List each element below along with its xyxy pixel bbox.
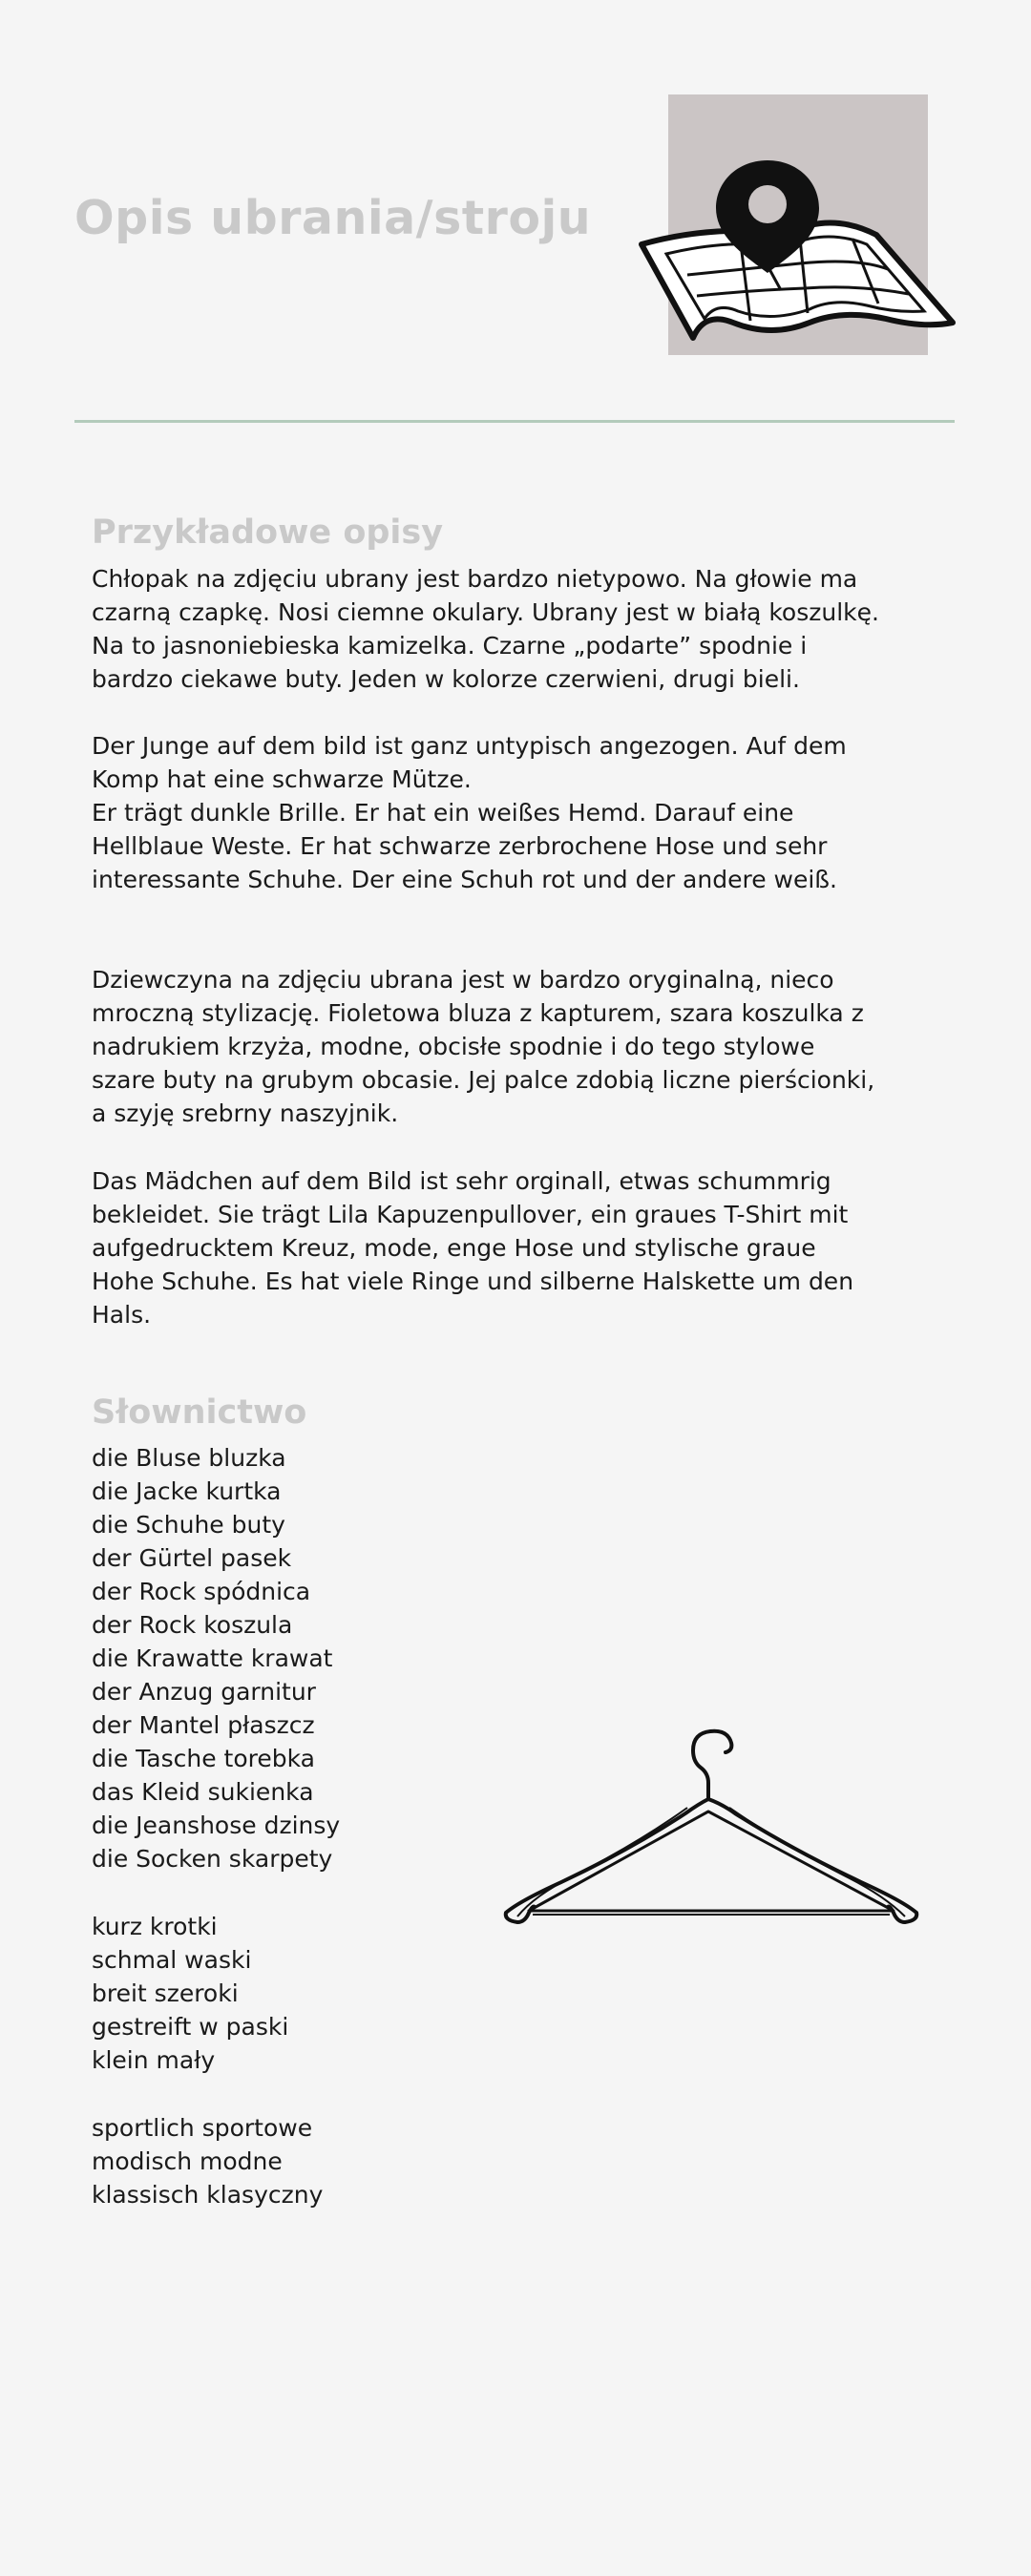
example-paragraph: Dziewczyna na zdjęciu ubrana jest w bardzo oryginalną, nieco mroczną stylizację. Fioletowa bluza z kapturem, szara koszulka z nadrukiem krzyża, modne, obcisłe spodnie i do tego stylowe szare buty na grubym obcasie. Jej palce zdobią liczne pierścionki, a szyję srebrny naszyjnik. (92, 966, 875, 1127)
vocab-item: die Schuhe buty (92, 1511, 285, 1539)
vocab-item: die Jeanshose dzinsy (92, 1812, 341, 1839)
section-divider (74, 420, 955, 423)
vocabulary-clothes-list (92, 1441, 340, 1875)
vocab-item: kurz krotki (92, 1913, 218, 1940)
vocab-item: breit szeroki (92, 1979, 239, 2007)
hanger-icon (496, 1708, 926, 1937)
vocab-item: der Anzug garnitur (92, 1678, 316, 1706)
vocab-item: klassisch klasyczny (92, 2181, 324, 2209)
vocabulary-heading: Słownictwo (92, 1393, 307, 1432)
vocab-item: sportlich sportowe (92, 2114, 313, 2142)
vocab-item: der Mantel płaszcz (92, 1711, 315, 1739)
vocab-item: die Bluse bluzka (92, 1444, 286, 1472)
vocab-item: der Rock spódnica (92, 1578, 311, 1605)
vocab-item: klein mały (92, 2046, 216, 2074)
vocab-item: der Rock koszula (92, 1611, 293, 1639)
example-paragraph: Chłopak na zdjęciu ubrany jest bardzo nietypowo. Na głowie ma czarną czapkę. Nosi ciemne okulary. Ubrany jest w białą koszulkę. Na to jasnoniebieska kamizelka. Czarne „podarte” spodnie i bardzo ciekawe buty. Jeden w kolorze czerwieni, drugi bieli. (92, 565, 879, 693)
page-title: Opis ubrania/stroju (74, 191, 592, 245)
vocab-item: die Socken skarpety (92, 1845, 333, 1873)
vocab-item: gestreift w paski (92, 2013, 289, 2041)
examples-heading: Przykładowe opisy (92, 513, 444, 552)
example-paragraph: Der Junge auf dem bild ist ganz untypisch angezogen. Auf dem Komp hat eine schwarze Mütze. Er trägt dunkle Brille. Er hat ein weißes Hemd. Darauf eine Hellblaue Weste. Er hat schwarze zerbrochene Hose und sehr interessante Schuhe. Der eine Schuh rot und der andere weiß. (92, 732, 847, 893)
vocabulary-styles-list (92, 2111, 323, 2211)
vocab-item: die Tasche torebka (92, 1745, 315, 1772)
vocab-item: das Kleid sukienka (92, 1778, 314, 1806)
vocab-item: die Krawatte krawat (92, 1644, 333, 1672)
vocab-item: modisch modne (92, 2147, 283, 2175)
vocab-item: schmal waski (92, 1946, 252, 1974)
vocabulary-adjectives-list (92, 1910, 288, 2077)
example-paragraph: Das Mädchen auf dem Bild ist sehr orginall, etwas schummrig bekleidet. Sie trägt Lila Kapuzenpullover, ein graues T-Shirt mit aufgedrucktem Kreuz, mode, enge Hose und stylische graue Hohe Schuhe. Es hat viele Ringe und silberne Halskette um den Hals. (92, 1167, 854, 1329)
map-pin-icon (638, 151, 962, 351)
vocab-item: der Gürtel pasek (92, 1544, 292, 1572)
vocab-item: die Jacke kurtka (92, 1477, 282, 1505)
